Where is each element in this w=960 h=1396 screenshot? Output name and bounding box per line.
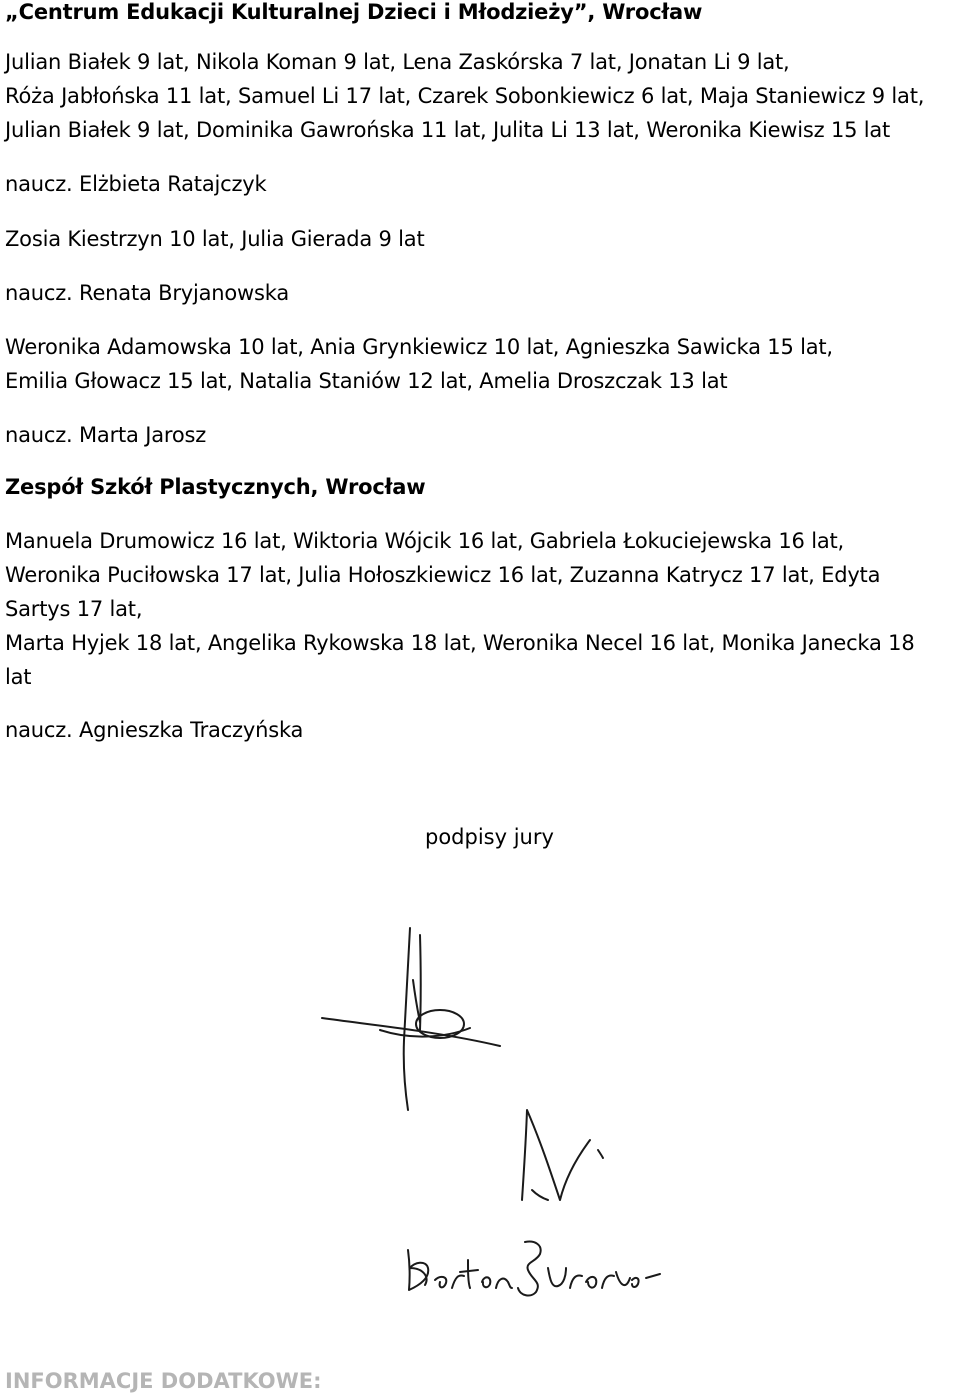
participants-line: Marta Hyjek 18 lat, Angelika Rykowska 18 lat, Weronika Necel 16 lat, Monika Janecka 18	[5, 631, 915, 655]
teacher-name: naucz. Elżbieta Ratajczyk	[5, 172, 267, 196]
teacher-name: naucz. Agnieszka Traczyńska	[5, 718, 304, 742]
teacher-name: naucz. Renata Bryjanowska	[5, 281, 290, 305]
participants-line: Emilia Głowacz 15 lat, Natalia Staniów 12 lat, Amelia Droszczak 13 lat	[5, 369, 728, 393]
participants-line: Weronika Puciłowska 17 lat, Julia Hołoszkiewicz 16 lat, Zuzanna Katrycz 17 lat, Edyta	[5, 563, 881, 587]
participants-line: Weronika Adamowska 10 lat, Ania Grynkiewicz 10 lat, Agnieszka Sawicka 15 lat,	[5, 335, 833, 359]
teacher-name: naucz. Marta Jarosz	[5, 423, 207, 447]
participants-line: Julian Białek 9 lat, Nikola Koman 9 lat, Lena Zaskórska 7 lat, Jonatan Li 9 lat,	[5, 50, 790, 74]
section-heading-zsp: Zespół Szkół Plastycznych, Wrocław	[5, 475, 426, 499]
jury-signatures-label: podpisy jury	[425, 825, 554, 849]
participants-line: Róża Jabłońska 11 lat, Samuel Li 17 lat, Czarek Sobonkiewicz 6 lat, Maja Staniewicz 9 lat,	[5, 84, 925, 108]
participants-line: lat	[5, 665, 32, 689]
participants-line: Zosia Kiestrzyn 10 lat, Julia Gierada 9 lat	[5, 227, 425, 251]
additional-info-heading: INFORMACJE DODATKOWE:	[5, 1369, 322, 1393]
participants-line: Manuela Drumowicz 16 lat, Wiktoria Wójcik 16 lat, Gabriela Łokuciejewska 16 lat,	[5, 529, 845, 553]
section-heading-ceK: „Centrum Edukacji Kulturalnej Dzieci i Młodzieży”, Wrocław	[5, 0, 703, 24]
participants-line: Julian Białek 9 lat, Dominika Gawrońska 11 lat, Julita Li 13 lat, Weronika Kiewisz 15 lat	[5, 118, 891, 142]
participants-line: Sartys 17 lat,	[5, 597, 143, 621]
